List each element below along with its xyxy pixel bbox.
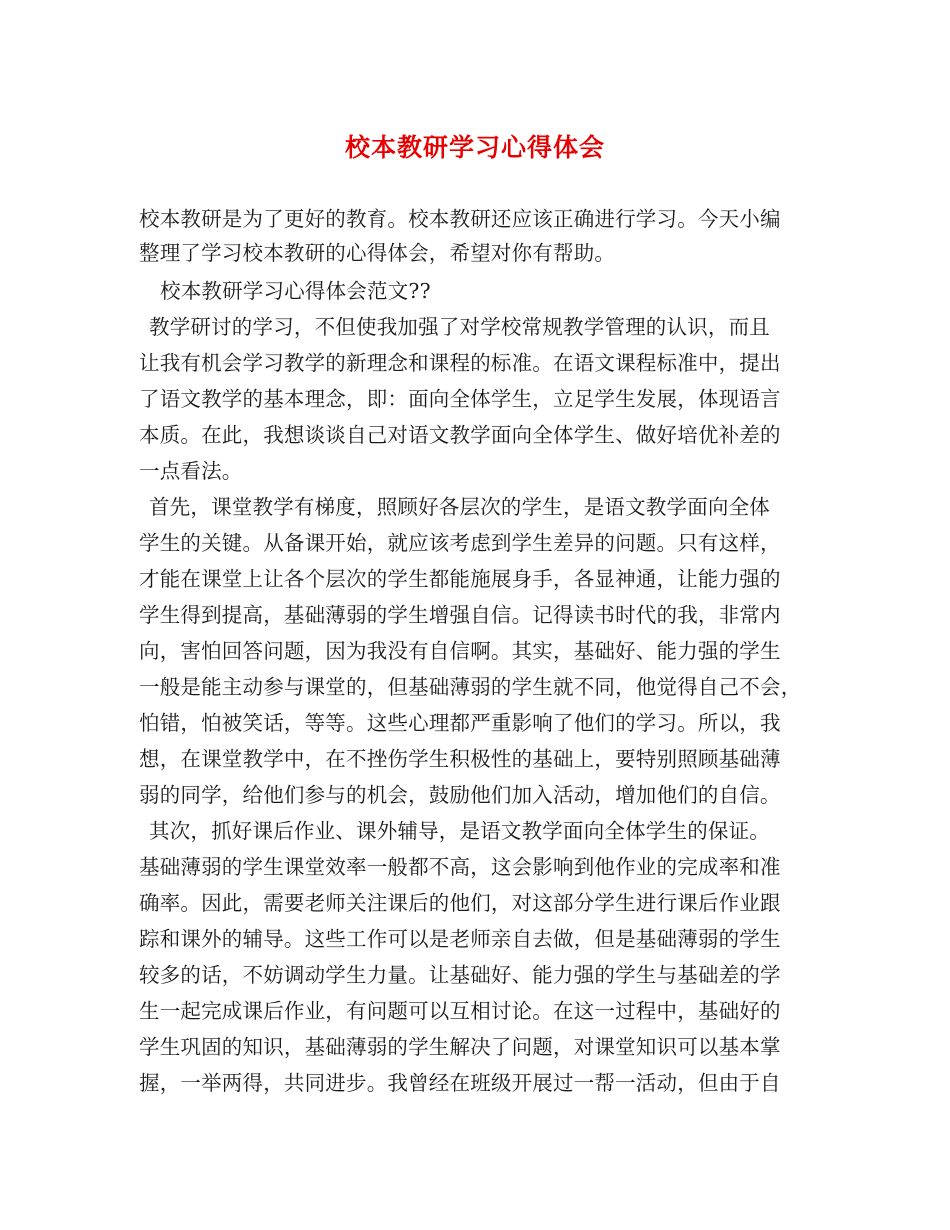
body-line-23: 生一起完成课后作业，有问题可以互相讨论。在这一过程中，基础好的 xyxy=(139,999,781,1023)
body-line-19: 基础薄弱的学生课堂效率一般都不高，这会影响到他作业的完成率和准 xyxy=(139,855,781,879)
body-line-18: 其次，抓好课后作业、课外辅导，是语文教学面向全体学生的保证。 xyxy=(149,819,770,843)
body-line-12: 学生得到提高，基础薄弱的学生增强自信。记得读书时代的我，非常内 xyxy=(139,603,781,627)
body-line-15: 怕错，怕被笑话，等等。这些心理都严重影响了他们的学习。所以，我 xyxy=(139,711,781,735)
body-line-21: 踪和课外的辅导。这些工作可以是老师亲自去做，但是基础薄弱的学生 xyxy=(139,927,781,951)
body-line-24: 学生巩固的知识，基础薄弱的学生解决了问题，对课堂知识可以基本掌 xyxy=(139,1035,781,1059)
body-line-7: 本质。在此，我想谈谈自己对语文教学面向全体学生、做好培优补差的 xyxy=(139,423,781,447)
body-line-8: 一点看法。 xyxy=(139,459,243,483)
body-line-1: 校本教研是为了更好的教育。校本教研还应该正确进行学习。今天小编 xyxy=(139,207,781,231)
body-line-11: 才能在课堂上让各个层次的学生都能施展身手，各显神通，让能力强的 xyxy=(139,567,781,591)
body-line-6: 了语文教学的基本理念，即：面向全体学生，立足学生发展，体现语言 xyxy=(139,387,781,411)
body-line-10: 学生的关键。从备课开始，就应该考虑到学生差异的问题。只有这样， xyxy=(139,531,781,555)
body-line-22: 较多的话，不妨调动学生力量。让基础好、能力强的学生与基础差的学 xyxy=(139,963,781,987)
body-line-20: 确率。因此，需要老师关注课后的他们，对这部分学生进行课后作业跟 xyxy=(139,891,781,915)
body-line-16: 想，在课堂教学中，在不挫伤学生积极性的基础上，要特别照顾基础薄 xyxy=(139,747,781,771)
body-line-9: 首先，课堂教学有梯度，照顾好各层次的学生，是语文教学面向全体 xyxy=(149,495,770,519)
document-title: 校本教研学习心得体会 xyxy=(344,133,605,162)
body-line-13: 向，害怕回答问题，因为我没有自信啊。其实，基础好、能力强的学生 xyxy=(139,639,781,663)
body-line-25: 握，一举两得，共同进步。我曾经在班级开展过一帮一活动，但由于自 xyxy=(139,1071,781,1095)
body-line-3: 校本教研学习心得体会范文?? xyxy=(160,279,431,303)
body-line-14: 一般是能主动参与课堂的，但基础薄弱的学生就不同，他觉得自己不会， xyxy=(139,675,802,699)
body-line-4: 教学研讨的学习，不但使我加强了对学校常规教学管理的认识，而且 xyxy=(149,315,770,339)
body-line-17: 弱的同学，给他们参与的机会，鼓励他们加入活动，增加他们的自信。 xyxy=(139,783,781,807)
body-line-5: 让我有机会学习教学的新理念和课程的标准。在语文课程标准中，提出 xyxy=(139,351,781,375)
body-line-2: 整理了学习校本教研的心得体会，希望对你有帮助。 xyxy=(139,241,616,265)
